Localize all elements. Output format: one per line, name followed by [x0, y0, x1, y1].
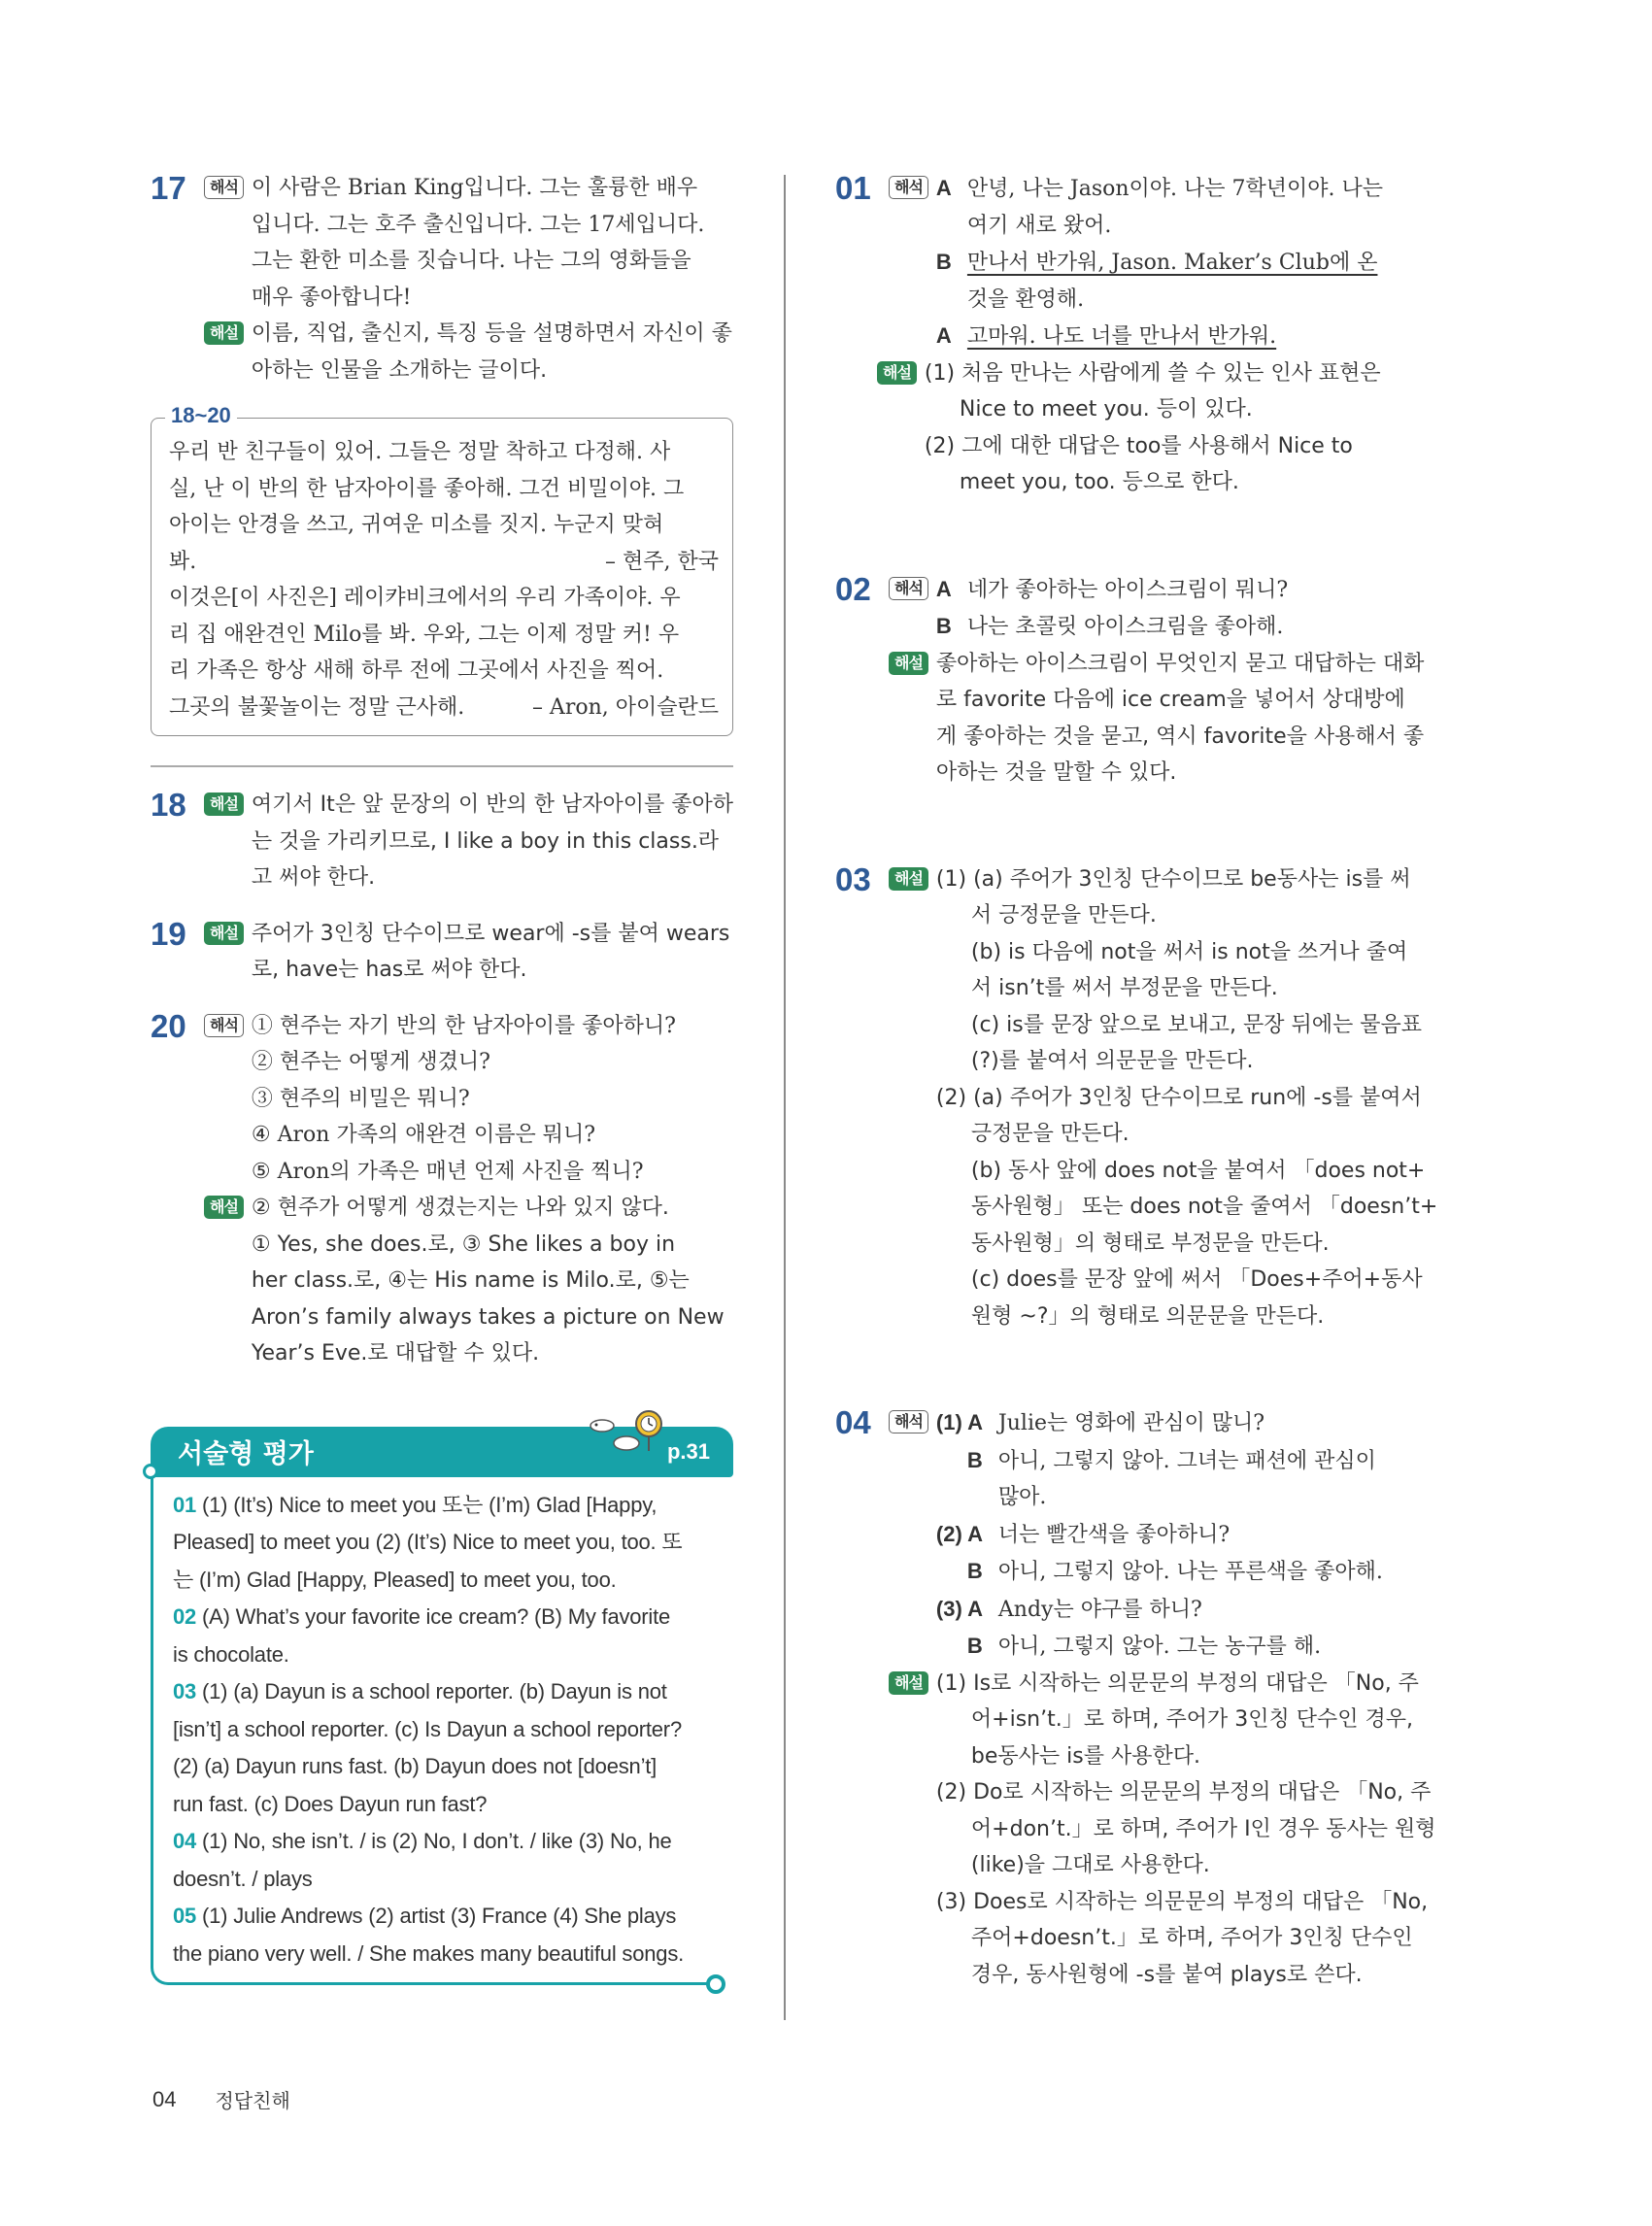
- translation-text: 이 사람은 Brian King입니다. 그는 훌륭한 배우 입니다. 그는 호주 출신입니다. 그는 17세입니다. 그는 환한 미소를 짓습니다. 나는 그의 영화들을 매우 좋아합니다!: [251, 176, 705, 310]
- explanation-text: 여기서 It은 앞 문장의 이 반의 한 남자아이를 좋아하 는 것을 가리키므로, I like a boy in this class.라 고 써야 한다.: [251, 793, 734, 890]
- passage-line: 이것은[이 사진은] 레이캬비크에서의 우리 가족이야. 우: [169, 586, 681, 610]
- decorative-clock-icon: [573, 1406, 680, 1455]
- question-number: 02: [835, 570, 871, 607]
- question-number: 01: [835, 170, 871, 206]
- explanation-text: (1) Is로 시작하는 의문문의 부정의 대답은 「No, 주 어+isn’t.」로 하며, 주어가 3인칭 단수인 경우, be동사는 is를 사용한다. (2) Do로 시작하는 의문문의 부정의 대답은 「No, 주 어+don’t.」로 하며, 주어가 I인 경우 동사는 원형 (like)을 그대로 사용한다. (3) Does로 시작하는 의문문의 부정의 대답은 「No, 주어+doesn’t.」로 하며, 주어가 3인칭 단수인 경우, 동사원형에 -s를 붙여 plays로 쓴다.: [935, 1670, 1436, 1987]
- signature-hyunju: – 현주, 한국: [605, 549, 719, 574]
- question-number: 04: [835, 1404, 871, 1440]
- passage-line: 리 집 애완견인 Milo를 봐. 우와, 그는 이제 정말 커! 우: [169, 622, 680, 647]
- passage-line: 봐. – 현주, 한국: [169, 544, 725, 581]
- passage-line: 리 가족은 항상 새해 하루 전에 그곳에서 사진을 찍어.: [169, 658, 664, 683]
- section-separator: [151, 765, 733, 767]
- question-04: [835, 1404, 1436, 1993]
- answer-line: Pleased] to meet you (2) (It’s) Nice to meet you, too. 또: [173, 1530, 683, 1554]
- explanation-tag: 해설: [204, 793, 244, 816]
- evaluation-page-ref: p.31: [666, 1438, 710, 1464]
- answer-line: 05 (1) Julie Andrews (2) artist (3) France (4) She plays: [173, 1904, 677, 1928]
- bullet-dot-icon: [143, 1464, 158, 1479]
- translation-tag: 해석: [889, 176, 928, 199]
- explanation-text: 좋아하는 아이스크림이 무엇인지 묻고 대답하는 대화 로 favorite 다음에 ice cream을 넣어서 상대방에 게 좋아하는 것을 묻고, 역시 favorite을 사용해서 좋 아하는 것을 말할 수 있다.: [935, 651, 1425, 785]
- answer-line: 01 (1) (It’s) Nice to meet you 또는 (I’m) Glad [Happy,: [173, 1492, 657, 1517]
- question-number: 18: [151, 787, 186, 823]
- question-02: [835, 570, 1425, 792]
- passage-line: 그곳의 불꽃놀이는 정말 근사해. – Aron, 아이슬란드: [169, 690, 725, 726]
- page-number: 04: [152, 2086, 177, 2111]
- question-number: 19: [151, 915, 186, 952]
- dialog-text: (1) A Julie는 영화에 관심이 많니? B 아니, 그렇지 않아. 그녀는 패션에 관심이 많아. (2) A 너는 빨간색을 좋아하니? B 아니, 그렇지 않아. 나는 푸른색을 좋아해. (3) A Andy는 야구를 하니? B 아니, 그렇지 않아. 그는 농구를 해.: [935, 1410, 1383, 1659]
- signature-aron: – Aron, 아이슬란드: [531, 694, 719, 720]
- explanation-text: (1) (a) 주어가 3인칭 단수이므로 be동사는 is를 써 서 긍정문을 만든다. (b) is 다음에 not을 써서 is not을 쓰거나 줄여 서 isn’t를 써서 부정문을 만든다. (c) is를 문장 앞으로 보내고, 문장 뒤에는 물음표 (?)를 붙여서 의문문을 만든다. (2) (a) 주어가 3인칭 단수이므로 run에 -s를 붙여서 긍정문을 만든다. (b) 동사 앞에 does not을 붙여서 「does not+ 동사원형」 또는 does not을 줄여서 「doesn’t+ 동사원형」의 형태로 부정문을 만든다. (c) does를 문장 앞에 써서 「Does+주어+동사 원형 ~?」의 형태로 의문문을 만든다.: [935, 866, 1438, 1329]
- book-title: 정답친해: [215, 2089, 290, 2112]
- translation-tag: 해석: [204, 1014, 244, 1037]
- explanation-tag: 해설: [204, 1196, 244, 1219]
- question-01: [835, 170, 1418, 501]
- right-column: [835, 170, 1438, 1993]
- answer-line: 02 (A) What’s your favorite ice cream? (B) My favorite: [173, 1604, 671, 1629]
- explanation-tag: 해설: [889, 867, 928, 891]
- explanation-tag: 해설: [204, 321, 244, 345]
- question-17: [151, 170, 733, 388]
- question-number: 17: [151, 170, 186, 206]
- dialog-text: A 안녕, 나는 Jason이야. 나는 7학년이야. 나는 여기 새로 왔어. B 만나서 반가워, Jason. Maker’s Club에 온 것을 환영해. A 고마워. 나도 너를 만나서 반가워.: [935, 176, 1384, 349]
- answer-line: (2) (a) Dayun runs fast. (b) Dayun does not [doesn’t]: [173, 1754, 657, 1778]
- translation-text: ① 현주는 자기 반의 한 남자아이를 좋아하니? ② 현주는 어떻게 생겼니? ③ 현주의 비밀은 뭐니? ④ Aron 가족의 애완견 이름은 뭐니? ⑤ Aron의 가족은 매년 언제 사진을 찍니?: [251, 1013, 676, 1184]
- explanation-tag: 해설: [889, 652, 928, 675]
- answer-line: 03 (1) (a) Dayun is a school reporter. (b) Dayun is not: [173, 1679, 667, 1703]
- answer-line: is chocolate.: [173, 1641, 289, 1667]
- question-19: [151, 916, 733, 989]
- explanation-text: ② 현주가 어떻게 생겼는지는 나와 있지 않다. ① Yes, she does.로, ③ She likes a boy in her class.로, ④는 His name is Milo.로, ⑤는 Aron’s family always takes a picture on New Year’s Eve.로 대답할 수 있다.: [251, 1196, 725, 1366]
- question-03: [835, 860, 1438, 1335]
- passage-line: 우리 반 친구들이 있어. 그들은 정말 착하고 다정해. 사: [169, 440, 671, 464]
- explanation-text: (1) 처음 만나는 사람에게 쓸 수 있는 인사 표현은 Nice to meet you. 등이 있다. (2) 그에 대한 대답은 too를 사용해서 Nice to meet you, too. 등으로 한다.: [924, 360, 1381, 494]
- evaluation-title: 서술형 평가: [178, 1439, 314, 1469]
- left-column: [151, 170, 733, 1985]
- explanation-tag: 해설: [204, 922, 244, 945]
- bullet-dot-icon: [706, 1974, 725, 1994]
- answer-line: run fast. (c) Does Dayun run fast?: [173, 1791, 488, 1816]
- question-number: 03: [835, 860, 871, 897]
- answer-line: doesn’t. / plays: [173, 1866, 313, 1891]
- passage-line: 실, 난 이 반의 한 남자아이를 좋아해. 그건 비밀이야. 그: [169, 476, 685, 501]
- translation-tag: 해석: [889, 577, 928, 600]
- answer-line: 04 (1) No, she isn’t. / is (2) No, I don’t. / like (3) No, he: [173, 1829, 672, 1853]
- page-footer: [152, 2085, 290, 2113]
- question-20: [151, 1008, 733, 1372]
- writing-evaluation-box: [151, 1427, 733, 1986]
- passage-box: [151, 403, 733, 736]
- question-number: 20: [151, 1007, 186, 1044]
- dialog-text: A 네가 좋아하는 아이스크림이 뭐니? B 나는 초콜릿 아이스크림을 좋아해.: [935, 576, 1289, 639]
- column-divider: [784, 175, 786, 2020]
- answer-line: 는 (I’m) Glad [Happy, Pleased] to meet you, too.: [173, 1567, 617, 1592]
- translation-tag: 해석: [889, 1410, 928, 1433]
- explanation-tag: 해설: [889, 1671, 928, 1695]
- answer-line: the piano very well. / She makes many beautiful songs.: [173, 1940, 685, 1966]
- answer-line: [isn’t] a school reporter. (c) Is Dayun a school reporter?: [173, 1716, 682, 1741]
- explanation-text: 주어가 3인칭 단수이므로 wear에 -s를 붙여 wears 로, have는 has로 써야 한다.: [251, 921, 730, 982]
- explanation-text: 이름, 직업, 출신지, 특징 등을 설명하면서 자신이 좋 아하는 인물을 소개하는 글이다.: [251, 321, 732, 383]
- evaluation-answers: [151, 1477, 716, 1986]
- question-18: [151, 787, 733, 896]
- translation-tag: 해석: [204, 176, 244, 199]
- passage-label: 18~20: [165, 403, 237, 428]
- explanation-tag: 해설: [877, 361, 917, 385]
- passage-line: 아이는 안경을 쓰고, 귀여운 미소를 짓지. 누군지 맞혀: [169, 513, 664, 537]
